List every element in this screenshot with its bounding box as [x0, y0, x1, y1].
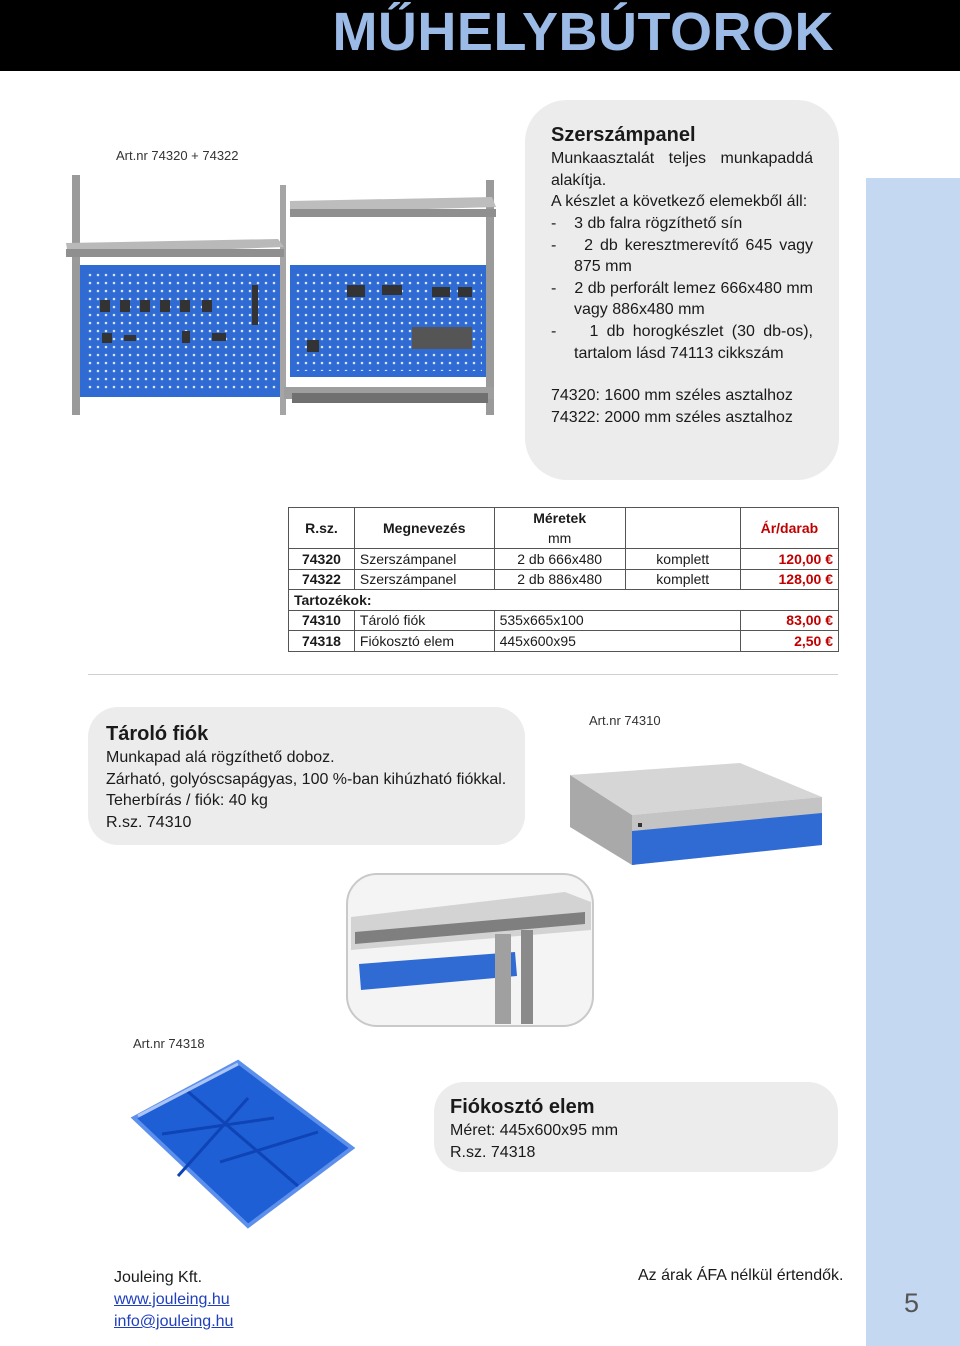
- cell-dims: 445x600x95: [494, 631, 740, 652]
- divider-line: Méret: 445x600x95 mm: [450, 1122, 619, 1139]
- table-row: [289, 610, 839, 631]
- panel-image-label: Art.nr 74320 + 74322: [116, 148, 239, 163]
- list-item: - 2 db keresztmerevítő 645 vagy 875 mm: [551, 236, 813, 276]
- cell-price: 128,00 €: [740, 569, 838, 590]
- cell-price: 120,00 €: [740, 549, 838, 570]
- header-rsz: R.sz.: [289, 508, 355, 549]
- page-title: MŰHELYBÚTOROK: [332, 2, 834, 62]
- list-item: - 3 db falra rögzíthető sín: [551, 215, 743, 233]
- table-row: [289, 631, 839, 652]
- panel-intro: Munkaasztalát teljes munkapaddá alakítja.: [551, 150, 813, 189]
- panel-width-1600: 74320: 1600 mm széles asztalhoz: [551, 387, 793, 405]
- section-divider: [88, 674, 838, 675]
- tool-panel-image: [62, 175, 502, 425]
- header-bar: [0, 0, 960, 71]
- header-price: Ár/darab: [740, 508, 838, 549]
- list-item: - 2 db perforált lemez 666x480 mm vagy 886x480 mm: [551, 279, 813, 319]
- table-row: [289, 549, 839, 570]
- drawer-line: Munkapad alá rögzíthető doboz.: [106, 749, 335, 766]
- drawer-line: R.sz. 74310: [106, 814, 192, 832]
- divider-title: Fiókosztó elem: [450, 1096, 595, 1118]
- panel-list-intro: A készlet a következő elemekből áll:: [551, 193, 808, 211]
- panel-components-list: [551, 213, 813, 364]
- drawer-image: [560, 735, 830, 870]
- drawer-description-box: [88, 707, 525, 845]
- header-empty: [625, 508, 740, 549]
- cell-name: Szerszámpanel: [354, 549, 494, 570]
- website-link[interactable]: www.jouleing.hu: [114, 1291, 230, 1308]
- drawer-divider-image: [128, 1058, 358, 1233]
- divider-description-box: [434, 1082, 838, 1172]
- company-name: Jouleing Kft.: [114, 1269, 203, 1286]
- table-row: [289, 569, 839, 590]
- cell-extra: komplett: [625, 569, 740, 590]
- divider-image-label: Art.nr 74318: [133, 1036, 205, 1051]
- cell-code: 74318: [289, 631, 355, 652]
- header-dims: [494, 508, 625, 549]
- cell-dims: 535x665x100: [494, 610, 740, 631]
- workbench-detail-image: [345, 872, 595, 1028]
- drawer-title: Tároló fiók: [106, 723, 209, 745]
- drawer-line: Zárható, golyóscsapágyas, 100 %-ban kihúzható fiókkal.: [106, 770, 507, 788]
- header-name: Megnevezés: [354, 508, 494, 549]
- cell-name: Fiókosztó elem: [354, 631, 494, 652]
- cell-dims: 2 db 666x480: [494, 549, 625, 570]
- panel-description-box: [525, 100, 839, 480]
- cell-price: 83,00 €: [740, 610, 838, 631]
- page-number: 5: [904, 1288, 920, 1318]
- header-dims-unit: mm: [548, 530, 572, 546]
- table-header-row: [289, 508, 839, 549]
- email-link[interactable]: info@jouleing.hu: [114, 1313, 234, 1330]
- cell-name: Szerszámpanel: [354, 569, 494, 590]
- list-item: - 1 db horogkészlet (30 db-os), tartalom lásd 74113 cikkszám: [551, 323, 813, 362]
- price-table: [288, 507, 839, 652]
- header-dims-label: Méretek: [533, 510, 587, 526]
- cell-code: 74320: [289, 549, 355, 570]
- divider-line: R.sz. 74318: [450, 1143, 536, 1161]
- cell-price: 2,50 €: [740, 631, 838, 652]
- cell-dims: 2 db 886x480: [494, 569, 625, 590]
- footer-contact: [114, 1267, 233, 1333]
- accessories-row: [289, 590, 839, 611]
- cell-code: 74322: [289, 569, 355, 590]
- panel-width-2000: 74322: 2000 mm széles asztalhoz: [551, 408, 793, 426]
- side-band: [866, 178, 960, 1346]
- cell-extra: komplett: [625, 549, 740, 570]
- vat-note: Az árak ÁFA nélkül értendők.: [638, 1267, 844, 1284]
- cell-code: 74310: [289, 610, 355, 631]
- panel-title: Szerszámpanel: [551, 124, 696, 146]
- accessories-label: Tartozékok:: [289, 590, 839, 611]
- drawer-line: Teherbírás / fiók: 40 kg: [106, 792, 268, 810]
- drawer-image-label: Art.nr 74310: [589, 713, 661, 728]
- cell-name: Tároló fiók: [354, 610, 494, 631]
